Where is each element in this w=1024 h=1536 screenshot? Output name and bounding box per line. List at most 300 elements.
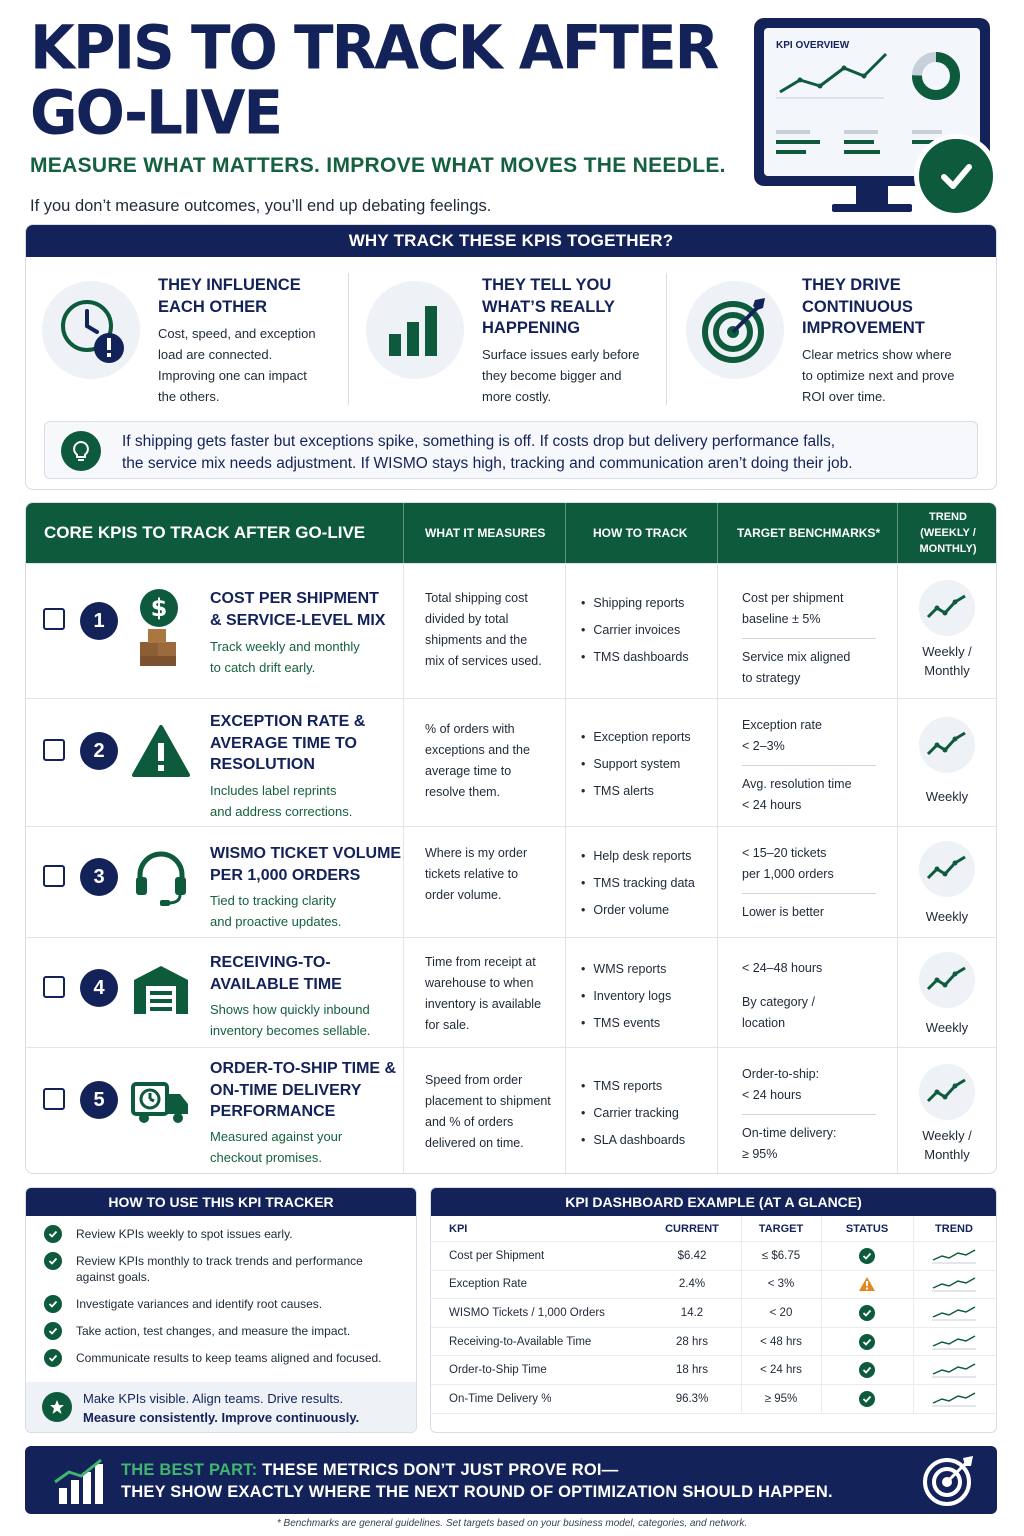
trend-line: Weekly / [922,1128,972,1143]
monitor-stand [856,186,888,206]
divider [742,765,876,766]
why-text-line: Cost, speed, and exception [158,326,316,341]
sparkline-icon [913,1242,995,1270]
insight-text [122,431,962,474]
kpi-title-line: RESOLUTION [210,756,315,773]
divider [666,273,667,405]
kpi-how-list [581,956,671,1037]
list-item-text: Review KPIs weekly to spot issues early. [76,1227,293,1241]
kpi-cell: WISMO Tickets / 1,000 Orders [449,1306,605,1319]
bench-line: By category / [742,995,815,1009]
kpi-measure [425,1070,565,1154]
list-item-text: Communicate results to keep teams aligned and focused. [76,1351,382,1365]
banner-text [121,1459,833,1503]
why-column [26,275,336,405]
footer-text [83,1389,359,1427]
page-subtitle: MEASURE WHAT MATTERS. IMPROVE WHAT MOVES THE NEEDLE. [30,154,726,177]
list-item [44,1323,404,1339]
check-circle-icon [859,1334,875,1350]
target-cell: ≥ 95% [764,1392,798,1405]
how-item: • Exception reports [581,724,691,751]
kpi-cell: Order-to-Ship Time [449,1364,547,1377]
bench-line: Service mix aligned [742,650,851,664]
kpi-sub-line: and proactive updates. [210,914,342,929]
sparkline-icon [913,1299,995,1327]
checkmark-icon [914,134,998,218]
kpi-number: 2 [80,732,118,770]
table-header-row [431,1216,996,1242]
status-cell [821,1271,913,1299]
kpi-title-line: ON-TIME DELIVERY [210,1081,362,1099]
lightbulb-icon [61,431,101,471]
header-targets: TARGET BENCHMARKS* [737,526,881,540]
why-column [670,275,980,405]
kpi-title-line: AVAILABLE TIME [210,975,342,993]
kpi-row [26,826,997,937]
bench-line: < 24 hours [742,798,802,812]
table-row [431,1271,996,1300]
kpi-title-line: RECEIVING-TO- [210,954,331,971]
kpi-title-line: & SERVICE-LEVEL MIX [210,611,386,629]
kpi-how-list [581,724,691,805]
divider [565,564,566,699]
why-title-line: THEY TELL YOU [482,276,612,294]
list-item-text: Investigate variances and identify root causes. [76,1297,323,1311]
kpi-title-line: AVERAGE TIME TO [210,734,357,752]
measure-line: inventory is available [425,997,542,1011]
how-item: • TMS reports [581,1073,685,1100]
svg-text:$: $ [150,594,168,622]
insight-line: the service mix needs adjustment. If WISMO stays high, tracking and communication aren’t doing their job. [122,454,853,472]
kpi-measure [425,843,565,906]
dashboard-table [431,1216,996,1414]
trend-up-icon [919,717,975,773]
kpi-benchmark [742,715,876,816]
kpi-title-line: ORDER-TO-SHIP TIME & [210,1060,397,1077]
sparkline-icon [913,1328,995,1356]
bottom-banner [25,1446,997,1514]
why-text-line: load are connected. [158,347,273,362]
divider [897,564,898,699]
warning-icon [858,1276,876,1292]
bench-line: Cost per shipment [742,591,844,605]
kpi-subtitle [210,1126,400,1168]
trend-up-icon [919,1064,975,1120]
trend-label: Weekly [925,789,969,804]
measure-line: divided by total [425,612,509,626]
how-to-use-list [44,1226,404,1377]
why-column [350,275,660,405]
kpi-row [26,698,997,826]
why-text-line: Improving one can impact [158,368,307,383]
list-item-text: Review KPIs monthly to track trends and performance against goals. [76,1254,363,1284]
kpi-number: 1 [80,602,118,640]
trend-line: Weekly / [922,644,972,659]
kpi-measure [425,719,565,803]
measure-line: shipments and the [425,633,528,647]
how-item: • TMS events [581,1010,671,1037]
kpi-measure [425,952,565,1036]
divider [742,1114,876,1115]
kpi-trend [902,841,992,926]
trend-label [902,642,992,680]
footer-line: Make KPIs visible. Align teams. Drive results. [83,1391,344,1406]
target-icon [686,281,784,379]
current-cell: $6.42 [677,1249,707,1262]
header-how: HOW TO TRACK [593,526,688,540]
table-row [431,1356,996,1385]
why-text-line: more costly. [482,389,552,404]
kpi-measure [425,588,565,672]
measure-line: resolve them. [425,785,501,799]
footer-line: Measure consistently. Improve continuously. [83,1410,360,1425]
kpi-title-line: COST PER SHIPMENT [210,590,379,607]
divider [897,827,898,938]
kpi-title [210,952,410,995]
how-item: • WMS reports [581,956,671,983]
column-header: STATUS [845,1222,889,1235]
kpi-number: 4 [80,969,118,1007]
why-text-line: Surface issues early before [482,347,640,362]
kpi-benchmark [742,1064,876,1165]
kpi-checkbox[interactable] [43,1088,65,1110]
check-circle-icon [44,1252,62,1270]
measure-line: Time from receipt at [425,955,536,969]
bench-line: On-time delivery: [742,1126,837,1140]
kpi-how-list [581,590,689,671]
kpi-sub-line: and address corrections. [210,804,353,819]
why-section [25,224,997,490]
header-trend-line: (WEEKLY / [920,527,976,539]
insight-callout [44,421,978,479]
kpi-checkbox[interactable] [43,865,65,887]
sparkline-icon [913,1356,995,1384]
divider [565,1048,566,1174]
measure-line: exceptions and the [425,743,530,757]
column-header: TREND [935,1222,973,1235]
kpi-trend [902,717,992,806]
trend-label [902,1126,992,1164]
kpi-sub-line: Shows how quickly inbound [210,1002,370,1017]
kpi-subtitle [210,890,400,932]
kpi-cell: On-Time Delivery % [449,1392,552,1405]
kpi-subtitle [210,780,400,822]
list-item [44,1350,404,1366]
kpi-benchmark [742,588,876,689]
trend-up-icon [919,580,975,636]
kpi-title-line: EXCEPTION RATE & [210,713,366,730]
kpi-sub-line: Measured against your [210,1129,343,1144]
how-item: • Carrier invoices [581,617,689,644]
page-title: KPIS TO TRACK AFTER GO-LIVE [30,11,718,149]
why-title-line: IMPROVEMENT [802,319,925,337]
bench-line: Avg. resolution time [742,777,852,791]
divider [565,699,566,827]
header-trend [898,503,997,563]
banner-lead: THE BEST PART: [121,1461,258,1479]
kpi-checkbox[interactable] [43,608,65,630]
warehouse-icon [130,958,192,1020]
check-circle-icon [44,1349,62,1367]
why-heading: WHY TRACK THESE KPIS TOGETHER? [26,225,996,257]
check-circle-icon [44,1295,62,1313]
bench-line: location [742,1016,786,1030]
kpi-row [26,563,997,698]
delivery-truck-icon [130,1070,192,1132]
bench-line: Exception rate [742,718,822,732]
divider [717,827,718,938]
trend-up-icon [919,952,975,1008]
kpi-checkbox[interactable] [43,976,65,998]
how-item: • Inventory logs [581,983,671,1010]
sparkline-icon [913,1385,995,1413]
header-kpi: CORE KPIS TO TRACK AFTER GO-LIVE [44,523,366,542]
divider [897,1048,898,1174]
kpi-sub-line: to catch drift early. [210,660,316,675]
kpi-title-line: PERFORMANCE [210,1103,336,1120]
core-kpi-table [25,502,997,1174]
status-cell [821,1242,913,1270]
kpi-trend [902,1064,992,1164]
measure-line: and % of orders [425,1115,514,1129]
measure-line: warehouse to when [425,976,534,990]
kpi-cell: Exception Rate [449,1278,527,1291]
growth-chart-icon [51,1456,111,1506]
dashboard-heading: KPI DASHBOARD EXAMPLE (AT A GLANCE) [431,1188,996,1216]
current-cell: 14.2 [680,1306,704,1319]
check-circle-icon [859,1362,875,1378]
target-cell: < 24 hrs [760,1364,802,1377]
divider [742,893,876,894]
kpi-sub-line: checkout promises. [210,1150,322,1165]
why-text [802,344,982,407]
column-header: TARGET [758,1222,804,1235]
how-item: • Carrier tracking [581,1100,685,1127]
kpi-trend [902,580,992,680]
divider [897,699,898,827]
measure-line: Where is my order [425,846,528,860]
target-cell: ≤ $6.75 [761,1249,801,1262]
kpi-sub-line: Tied to tracking clarity [210,893,336,908]
why-title-line: WHAT’S REALLY [482,297,615,316]
how-item: • TMS dashboards [581,644,689,671]
divider [717,503,718,563]
kpi-title-line: WISMO TICKET VOLUME [210,845,402,862]
table-row [431,1242,996,1271]
check-circle-icon [44,1225,62,1243]
kpi-trend [902,952,992,1037]
how-to-use-heading: HOW TO USE THIS KPI TRACKER [26,1188,416,1216]
status-cell [821,1356,913,1384]
measure-line: Total shipping cost [425,591,528,605]
core-table-header [26,503,997,563]
why-text-line: Clear metrics show where [802,347,952,362]
kpi-how-list [581,843,695,924]
bench-line: < 15–20 tickets [742,846,827,860]
measure-line: tickets relative to [425,867,519,881]
footnote: * Benchmarks are general guidelines. Set targets based on your business model, categories, and network. [276,1518,748,1529]
kpi-number: 5 [80,1081,118,1119]
screen-title: KPI OVERVIEW [776,40,850,51]
why-text [482,344,662,407]
insight-line: If shipping gets faster but exceptions spike, something is off. If costs drop but delivery performance falls, [122,433,836,450]
why-title-line: HAPPENING [482,319,581,337]
kpi-cell: Cost per Shipment [449,1249,545,1262]
divider [565,938,566,1048]
measure-line: % of orders with [425,722,515,736]
check-circle-icon [859,1248,875,1264]
kpi-row [26,937,997,1047]
monitor-base [832,204,912,212]
table-row [431,1328,996,1357]
bench-line: < 2–3% [742,739,785,753]
trend-line: Monthly [924,1147,970,1162]
how-item: • Help desk reports [581,843,695,870]
header-trend-line: TREND [929,511,967,523]
kpi-title-line: PER 1,000 ORDERS [210,866,361,884]
measure-line: average time to [425,764,512,778]
list-item [44,1296,404,1312]
trend-label: Weekly [925,909,969,924]
check-circle-icon [859,1305,875,1321]
status-cell [821,1299,913,1327]
measure-line: for sale. [425,1018,470,1032]
kpi-title [210,843,410,886]
target-cell: < 3% [767,1278,795,1291]
kpi-title [210,711,410,776]
kpi-benchmark [742,958,876,1034]
target-cell: < 20 [769,1306,793,1319]
why-title-line: THEY INFLUENCE [158,276,301,294]
why-text-line: ROI over time. [802,389,886,404]
bench-line: < 24 hours [742,1088,802,1102]
bench-line: Lower is better [742,905,824,919]
how-to-use-panel [25,1187,417,1433]
status-cell [821,1385,913,1413]
headset-icon [130,847,192,909]
table-row [431,1299,996,1328]
target-cell: < 48 hrs [760,1335,802,1348]
how-item: • TMS tracking data [581,870,695,897]
bench-line: baseline ± 5% [742,612,821,626]
how-item: • Order volume [581,897,695,924]
banner-line1: THESE METRICS DON’T JUST PROVE ROI— [257,1461,619,1479]
why-text-line: the others. [158,389,220,404]
check-circle-icon [859,1391,875,1407]
target-icon [921,1452,977,1508]
kpi-row [26,1047,997,1174]
warning-icon [130,721,192,783]
bar-chart-icon [366,281,464,379]
divider [717,564,718,699]
star-icon [42,1392,72,1422]
kpi-number: 3 [80,858,118,896]
monitor-illustration [754,18,994,218]
table-row [431,1385,996,1414]
divider [403,503,404,563]
kpi-how-list [581,1073,685,1154]
status-cell [821,1328,913,1356]
how-item: • SLA dashboards [581,1127,685,1154]
sparkline-icon [913,1271,995,1299]
dashboard-panel [430,1187,997,1433]
header-measures: WHAT IT MEASURES [425,526,546,540]
why-text-line: to optimize next and prove [802,368,955,383]
trend-up-icon [919,841,975,897]
divider [742,638,876,639]
how-item: • TMS alerts [581,778,691,805]
kpi-cell: Receiving-to-Available Time [449,1335,592,1348]
why-text-line: they become bigger and [482,368,622,383]
dollar-boxes-icon [130,584,192,674]
bench-line: Order-to-ship: [742,1067,820,1081]
kpi-subtitle [210,636,400,678]
trend-line: Monthly [924,663,970,678]
kpi-title [210,588,410,631]
kpi-title [210,1058,410,1123]
measure-line: delivered on time. [425,1136,524,1150]
current-cell: 2.4% [678,1278,706,1291]
current-cell: 28 hrs [676,1335,708,1348]
bench-line: ≥ 95% [742,1147,778,1161]
divider [717,699,718,827]
measure-line: order volume. [425,888,502,902]
why-title-line: THEY DRIVE [802,276,901,294]
banner-line2: THEY SHOW EXACTLY WHERE THE NEXT ROUND OF OPTIMIZATION SHOULD HAPPEN. [121,1483,833,1501]
measure-line: placement to shipment [425,1094,551,1108]
bench-line: to strategy [742,671,801,685]
measure-line: Speed from order [425,1073,523,1087]
divider [897,938,898,1048]
why-title-line: EACH OTHER [158,297,268,316]
why-text [158,323,338,407]
divider [717,938,718,1048]
column-header: KPI [449,1222,468,1235]
kpi-subtitle [210,999,400,1041]
current-cell: 96.3% [675,1392,709,1405]
measure-line: mix of services used. [425,654,542,668]
divider [717,1048,718,1174]
current-cell: 18 hrs [676,1364,708,1377]
header-trend-line: MONTHLY) [919,543,977,555]
how-to-use-footer [26,1382,416,1433]
bench-line: per 1,000 orders [742,867,834,881]
trend-label: Weekly [925,1020,969,1035]
how-item: • Support system [581,751,691,778]
bench-line: < 24–48 hours [742,961,823,975]
column-header: CURRENT [665,1222,719,1235]
divider [403,564,404,699]
check-circle-icon [44,1322,62,1340]
why-title [158,275,328,318]
kpi-checkbox[interactable] [43,739,65,761]
list-item-text: Take action, test changes, and measure the impact. [76,1324,351,1338]
kpi-sub-line: inventory becomes sellable. [210,1023,371,1038]
kpi-benchmark [742,843,876,923]
divider [565,827,566,938]
divider [565,503,566,563]
how-item: • Shipping reports [581,590,689,617]
list-item [44,1226,404,1242]
kpi-sub-line: Includes label reprints [210,783,337,798]
list-item [44,1253,404,1285]
why-title [482,275,652,340]
clock-alert-icon [42,281,140,379]
why-title-line: CONTINUOUS [802,297,913,316]
intro-line: If you don’t measure outcomes, you’ll end up debating feelings. [30,197,492,215]
why-title [802,275,972,340]
divider [348,273,349,405]
